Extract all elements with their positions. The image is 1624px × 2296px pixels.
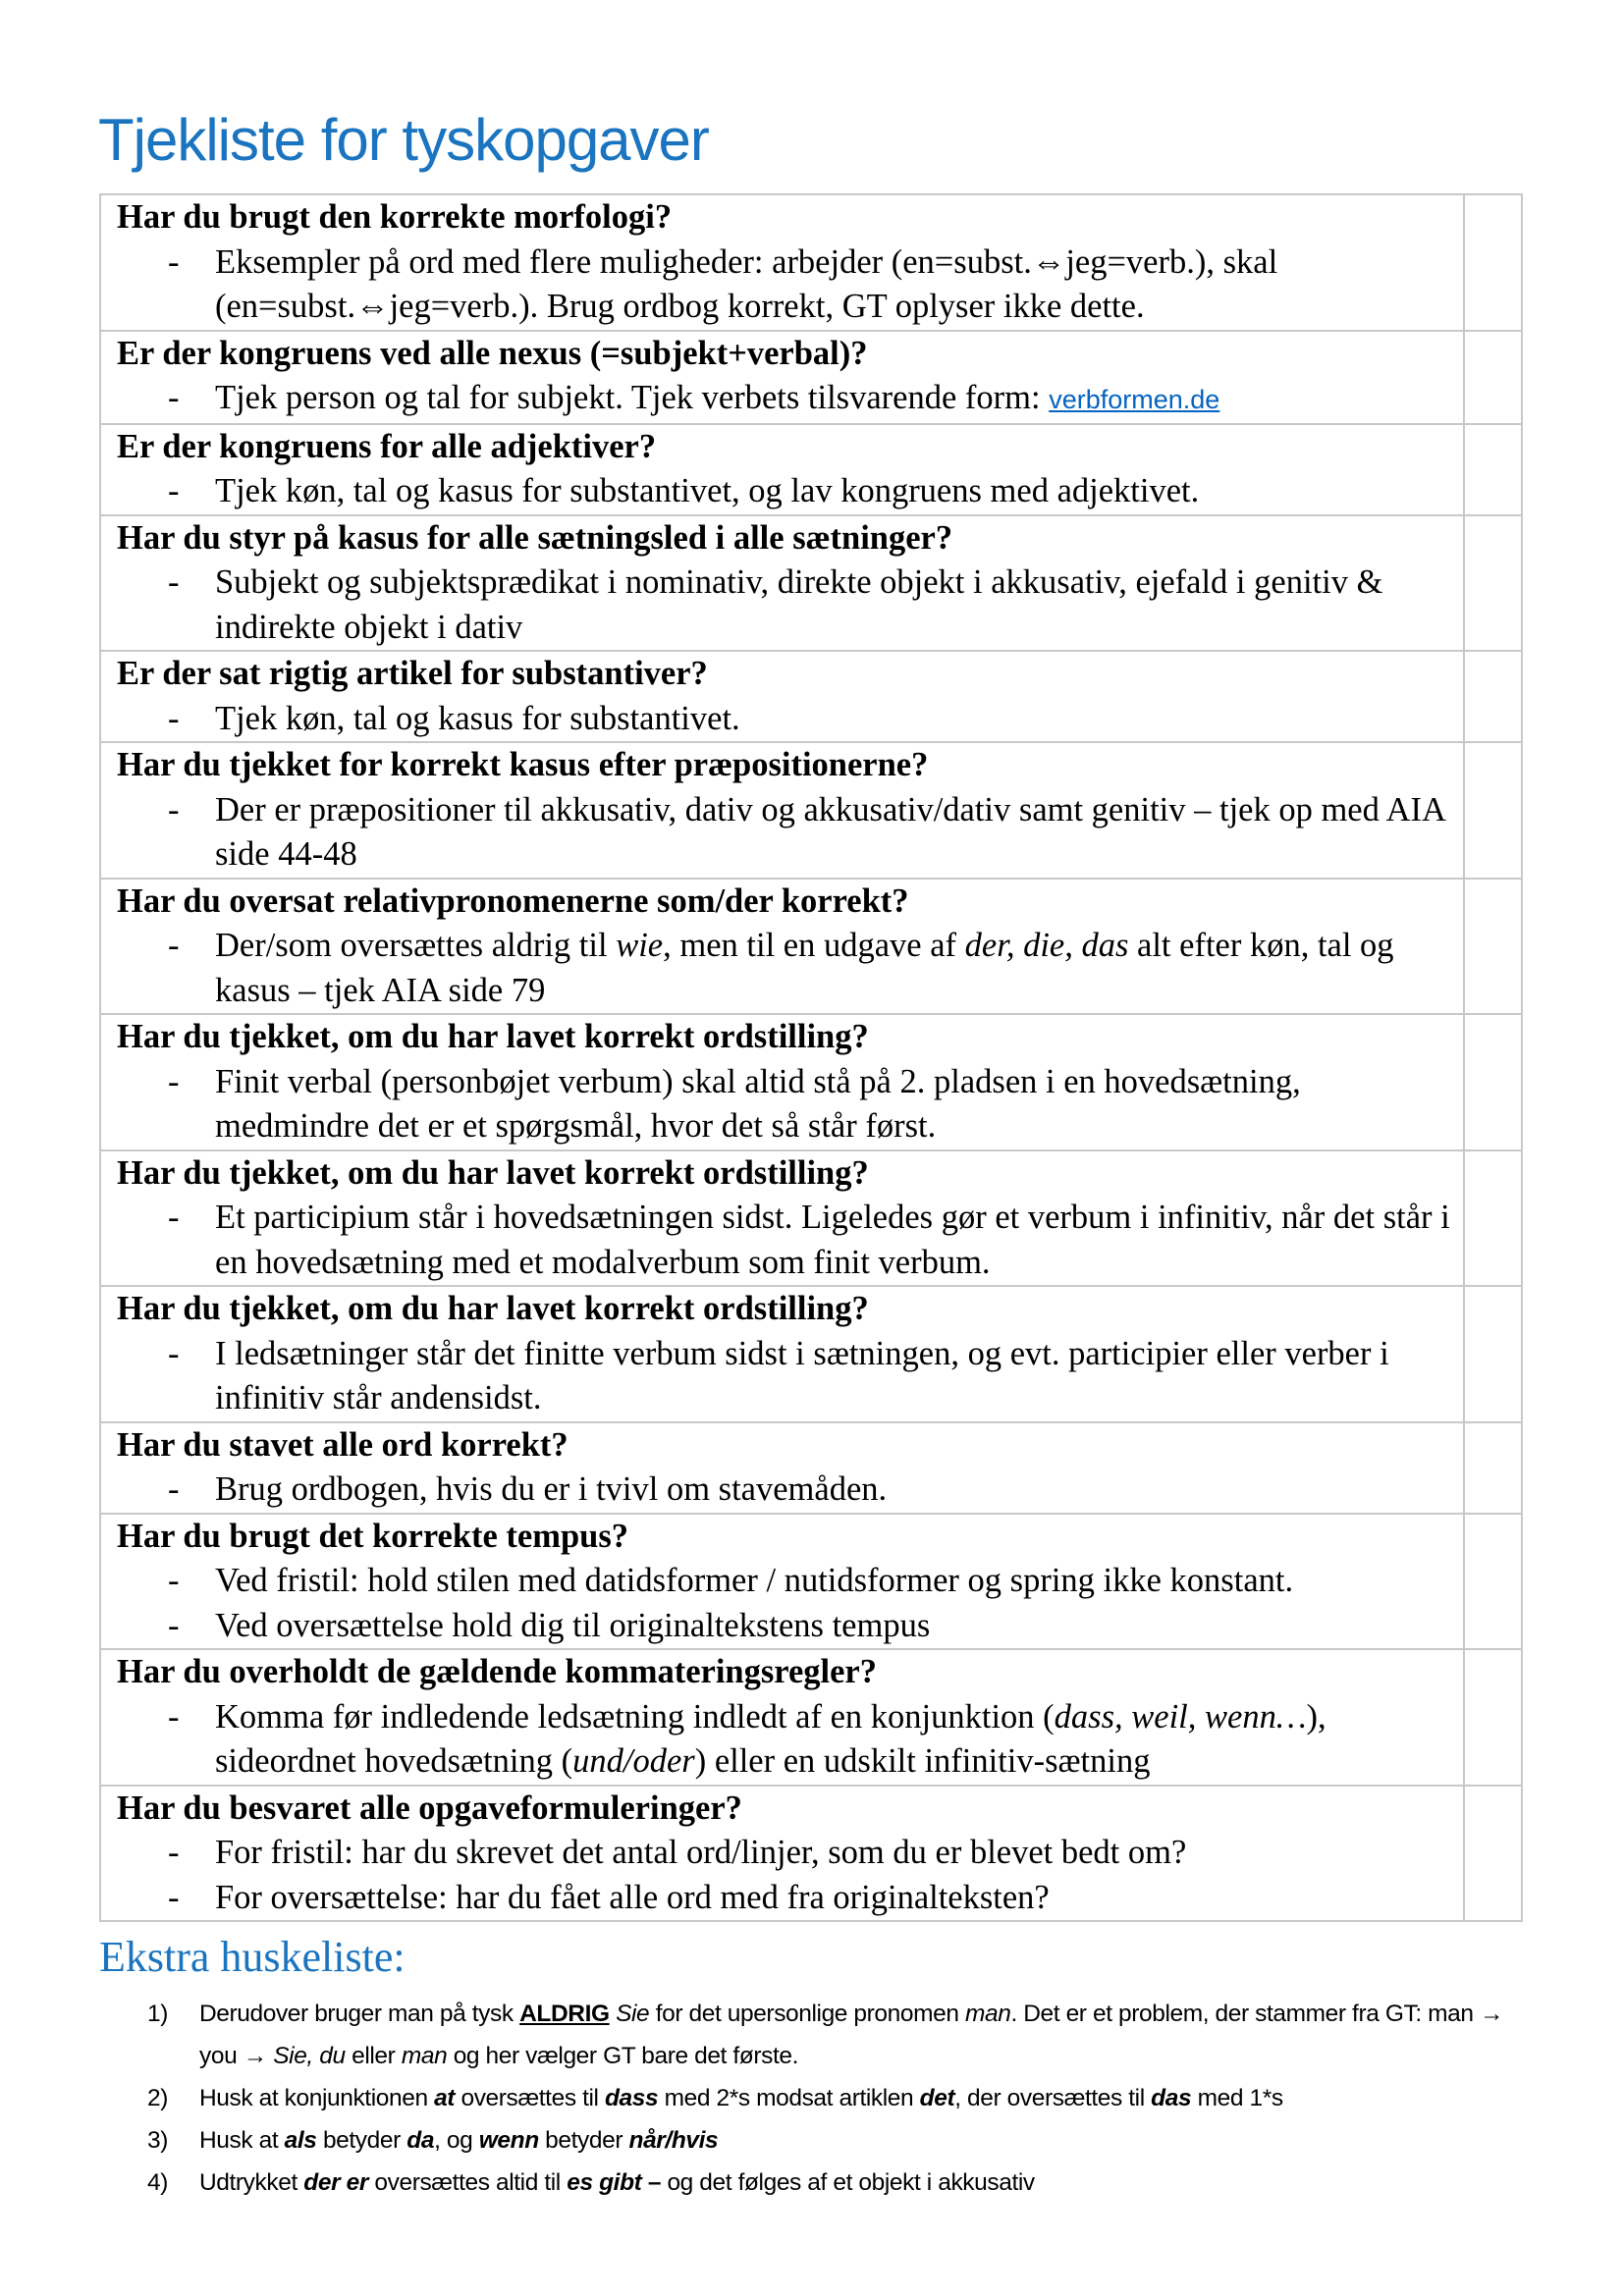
checkbox-cell[interactable]: [1464, 1286, 1522, 1422]
text-segment: Ved fristil: hold stilen med datidsformer / nutidsformer og spring ikke konstant.: [215, 1562, 1294, 1599]
text-segment: ), sideordnet hovedsætning (: [215, 1697, 1326, 1780]
checklist-content: [100, 1286, 1464, 1422]
bullet-dash: -: [168, 1878, 180, 1916]
checklist-row: [100, 1649, 1522, 1786]
text-segment: når/hvis: [628, 2127, 719, 2154]
text-segment: oversættes til: [455, 2085, 605, 2111]
text-segment: eller: [345, 2043, 402, 2069]
item-number: 4): [147, 2169, 168, 2196]
checklist-bullet: [117, 1695, 1463, 1785]
checkbox-cell[interactable]: [1464, 1422, 1522, 1514]
checklist-content: [100, 331, 1464, 424]
checklist-row: [100, 1786, 1522, 1922]
bullet-dash: -: [168, 1697, 180, 1735]
checklist-question: Har du tjekket for korrekt kasus efter præpositionerne?: [117, 746, 929, 783]
checklist-row: [100, 1014, 1522, 1150]
bullet-dash: -: [168, 472, 180, 509]
checklist-row: [100, 742, 1522, 879]
text-segment: betyder: [316, 2127, 407, 2154]
text-segment: og her vælger GT bare det første.: [447, 2043, 798, 2069]
checklist-row: [100, 1150, 1522, 1287]
text-segment: med 1*s: [1191, 2085, 1283, 2111]
checklist-question: Har du tjekket, om du har lavet korrekt ordstilling?: [117, 1018, 869, 1055]
checkbox-cell[interactable]: [1464, 1786, 1522, 1922]
checklist-row: [100, 515, 1522, 652]
checklist-row: [100, 879, 1522, 1015]
extra-list: [147, 1993, 1542, 2204]
checklist-content: [100, 879, 1464, 1015]
text-segment: dass, weil, wenn…: [1054, 1697, 1307, 1735]
text-segment: og det følges af et objekt i akkusativ: [661, 2169, 1035, 2196]
checkbox-cell[interactable]: [1464, 742, 1522, 879]
bullet-dash: -: [168, 1062, 180, 1100]
checklist-question: Er der kongruens for alle adjektiver?: [117, 427, 657, 465]
checklist-bullet: [117, 1060, 1463, 1149]
text-segment: wenn: [478, 2127, 539, 2154]
checklist-content: [100, 1422, 1464, 1514]
text-segment: , men til en udgave af: [663, 927, 965, 964]
checklist-row: [100, 194, 1522, 331]
checklist-bullet: [117, 1559, 1463, 1604]
checklist-bullet: [117, 1876, 1463, 1921]
bullet-dash: -: [168, 1834, 180, 1871]
checklist-question: Har du styr på kasus for alle sætningsled i alle sætninger?: [117, 518, 953, 557]
checklist-bullet: [117, 1604, 1463, 1649]
checklist-content: [100, 1786, 1464, 1922]
bullet-dash: -: [168, 242, 180, 281]
checklist-bullet: [117, 1196, 1463, 1285]
checkbox-cell[interactable]: [1464, 1514, 1522, 1650]
checklist-bullet: [117, 240, 1463, 330]
checklist-question: Har du tjekket, om du har lavet korrekt ordstilling?: [117, 1153, 869, 1192]
checklist-bullet: [117, 1468, 1463, 1513]
checklist-question: Har du besvaret alle opgaveformuleringer?: [117, 1789, 742, 1827]
page-title: Tjekliste for tyskopgaver: [98, 107, 709, 173]
text-segment: Sie: [616, 2001, 650, 2027]
checklist-row: [100, 1514, 1522, 1650]
text-segment: der er: [303, 2169, 368, 2196]
checklist-content: [100, 651, 1464, 742]
checklist-question: Har du tjekket, om du har lavet korrekt ordstilling?: [117, 1290, 869, 1327]
item-number: 3): [147, 2127, 168, 2154]
text-segment: dass: [604, 2085, 659, 2111]
checklist-content: [100, 1150, 1464, 1287]
checklist-question: Har du oversat relativpronomenerne som/der korrekt?: [117, 881, 909, 920]
checklist-bullet: [117, 788, 1463, 878]
checklist-question: Er der sat rigtig artikel for substantiver?: [117, 655, 708, 692]
text-segment: und/oder: [572, 1742, 695, 1780]
checklist-row: [100, 1286, 1522, 1422]
text-segment: , og: [434, 2127, 479, 2154]
text-segment: Ved oversættelse hold dig til originaltekstens tempus: [215, 1606, 931, 1644]
bullet-dash: -: [168, 790, 180, 828]
checkbox-cell[interactable]: [1464, 1649, 1522, 1786]
item-number: 2): [147, 2085, 168, 2111]
text-segment: Husk at konjunktionen: [199, 2085, 435, 2111]
bullet-dash: -: [168, 1562, 180, 1599]
text-segment: Finit verbal (personbøjet verbum) skal altid stå på 2. pladsen i en hovedsætning, medmindre det er et spørgsmål, hvor det så står først.: [215, 1062, 1301, 1145]
text-segment: Et participium står i hovedsætningen sidst. Ligeledes gør et verbum i infinitiv, når det står i en hovedsætning med et modalverbum som finit verbum.: [215, 1199, 1450, 1281]
text-segment: Sie, du: [273, 2043, 346, 2069]
checklist-content: [100, 424, 1464, 515]
checklist-bullet: [117, 561, 1463, 650]
checklist-question: Har du brugt det korrekte tempus?: [117, 1517, 629, 1555]
text-segment: Derudover bruger man på tysk: [199, 2001, 520, 2027]
checkbox-cell[interactable]: [1464, 1014, 1522, 1150]
verbformen-link[interactable]: verbformen.de: [1049, 385, 1220, 414]
checklist-question: Er der kongruens ved alle nexus (=subjekt+verbal)?: [117, 334, 868, 372]
text-segment: For oversættelse: har du fået alle ord med fra originalteksten?: [215, 1878, 1050, 1916]
bullet-dash: -: [168, 927, 180, 964]
checkbox-cell[interactable]: [1464, 879, 1522, 1015]
text-segment: med 2*s modsat artiklen: [658, 2085, 920, 2111]
text-segment: For fristil: har du skrevet det antal ord/linjer, som du er blevet bedt om?: [215, 1834, 1187, 1871]
text-segment: man: [964, 2001, 1011, 2027]
extra-list-item: [147, 2077, 1542, 2119]
checklist-bullet: [117, 1332, 1463, 1421]
text-segment: Der er præpositioner til akkusativ, dativ og akkusativ/dativ samt genitiv – tjek op med AIA side 44-48: [215, 790, 1445, 873]
bullet-dash: -: [168, 1470, 180, 1508]
text-segment: betyder: [538, 2127, 629, 2154]
text-segment: der, die, das: [964, 927, 1129, 964]
checklist-row: [100, 651, 1522, 742]
text-segment: Husk at: [199, 2127, 285, 2154]
text-segment: . Det er et problem, der stammer fra GT: man → you →: [199, 2001, 1504, 2069]
extra-list-item: [147, 2119, 1542, 2162]
text-segment: da: [406, 2127, 435, 2154]
extra-list-item: [147, 2162, 1542, 2204]
item-number: 1): [147, 2001, 168, 2027]
text-segment: wie: [616, 927, 664, 964]
checklist-bullet: [117, 376, 1463, 423]
text-segment: Tjek køn, tal og kasus for substantivet, og lav kongruens med adjektivet.: [215, 472, 1200, 509]
checklist-content: [100, 1514, 1464, 1650]
text-segment: Eksempler på ord med flere muligheder: arbejder (en=subst.⇔jeg=verb.), skal (en=subst.⇔jeg=verb.). Brug ordbog korrekt, GT oplyser ikke dette.: [215, 242, 1278, 325]
text-segment: oversættes altid til: [367, 2169, 568, 2196]
text-segment: Tjek person og tal for subjekt. Tjek verbets tilsvarende form:: [215, 379, 1050, 416]
extra-heading: Ekstra huskeliste:: [99, 1933, 406, 1981]
checklist-question: Har du overholdt de gældende kommateringsregler?: [117, 1653, 877, 1690]
checklist-table: [99, 193, 1523, 1922]
text-segment: das: [1151, 2085, 1192, 2111]
checklist-bullet: [117, 1831, 1463, 1876]
checklist-bullet: [117, 469, 1463, 514]
text-segment: ALDRIG: [519, 2001, 610, 2027]
checkbox-cell[interactable]: [1464, 194, 1522, 331]
checklist-content: [100, 1014, 1464, 1150]
text-segment: I ledsætninger står det finitte verbum sidst i sætningen, og evt. participier eller verber i infinitiv står andensidst.: [215, 1334, 1389, 1416]
checklist-content: [100, 515, 1464, 652]
checklist-bullet: [117, 697, 1463, 742]
text-segment: at: [434, 2085, 456, 2111]
checklist-question: Har du stavet alle ord korrekt?: [117, 1425, 568, 1464]
checklist-content: [100, 742, 1464, 879]
text-segment: Udtrykket: [199, 2169, 304, 2196]
bullet-dash: -: [168, 1334, 180, 1372]
text-segment: alt efter køn, tal og kasus – tjek AIA side 79: [215, 927, 1394, 1009]
text-segment: for det upersonlige pronomen: [649, 2001, 965, 2027]
checkbox-cell[interactable]: [1464, 515, 1522, 652]
text-segment: –: [647, 2169, 662, 2196]
checkbox-cell[interactable]: [1464, 651, 1522, 742]
extra-list-item: [147, 1993, 1542, 2077]
text-segment: Tjek køn, tal og kasus for substantivet.: [215, 699, 740, 737]
bullet-dash: -: [168, 699, 180, 737]
checkbox-cell[interactable]: [1464, 424, 1522, 515]
checklist-bullet: [117, 924, 1463, 1013]
text-segment: Brug ordbogen, hvis du er i tvivl om stavemåden.: [215, 1470, 888, 1508]
text-segment: man: [401, 2043, 448, 2069]
checklist-row: [100, 331, 1522, 424]
bullet-dash: -: [168, 379, 180, 416]
checklist-question: Har du brugt den korrekte morfologi?: [117, 198, 673, 236]
checklist-content: [100, 194, 1464, 331]
checklist-row: [100, 1422, 1522, 1514]
checklist-content: [100, 1649, 1464, 1786]
text-segment: , der oversættes til: [954, 2085, 1152, 2111]
checkbox-cell[interactable]: [1464, 331, 1522, 424]
checklist-row: [100, 424, 1522, 515]
text-segment: Subjekt og subjektsprædikat i nominativ, direkte objekt i akkusativ, ejefald i genitiv & indirekte objekt i dativ: [215, 563, 1383, 646]
text-segment: Komma før indledende ledsætning indledt af en konjunktion (: [215, 1697, 1055, 1735]
text-segment: ) eller en udskilt infinitiv-sætning: [694, 1742, 1151, 1780]
text-segment: als: [284, 2127, 317, 2154]
bullet-dash: -: [168, 1606, 180, 1644]
text-segment: es gibt: [567, 2169, 642, 2196]
text-segment: det: [919, 2085, 955, 2111]
checkbox-cell[interactable]: [1464, 1150, 1522, 1287]
bullet-dash: -: [168, 1199, 180, 1236]
bullet-dash: -: [168, 563, 180, 601]
text-segment: Der/som oversættes aldrig til: [215, 927, 617, 964]
